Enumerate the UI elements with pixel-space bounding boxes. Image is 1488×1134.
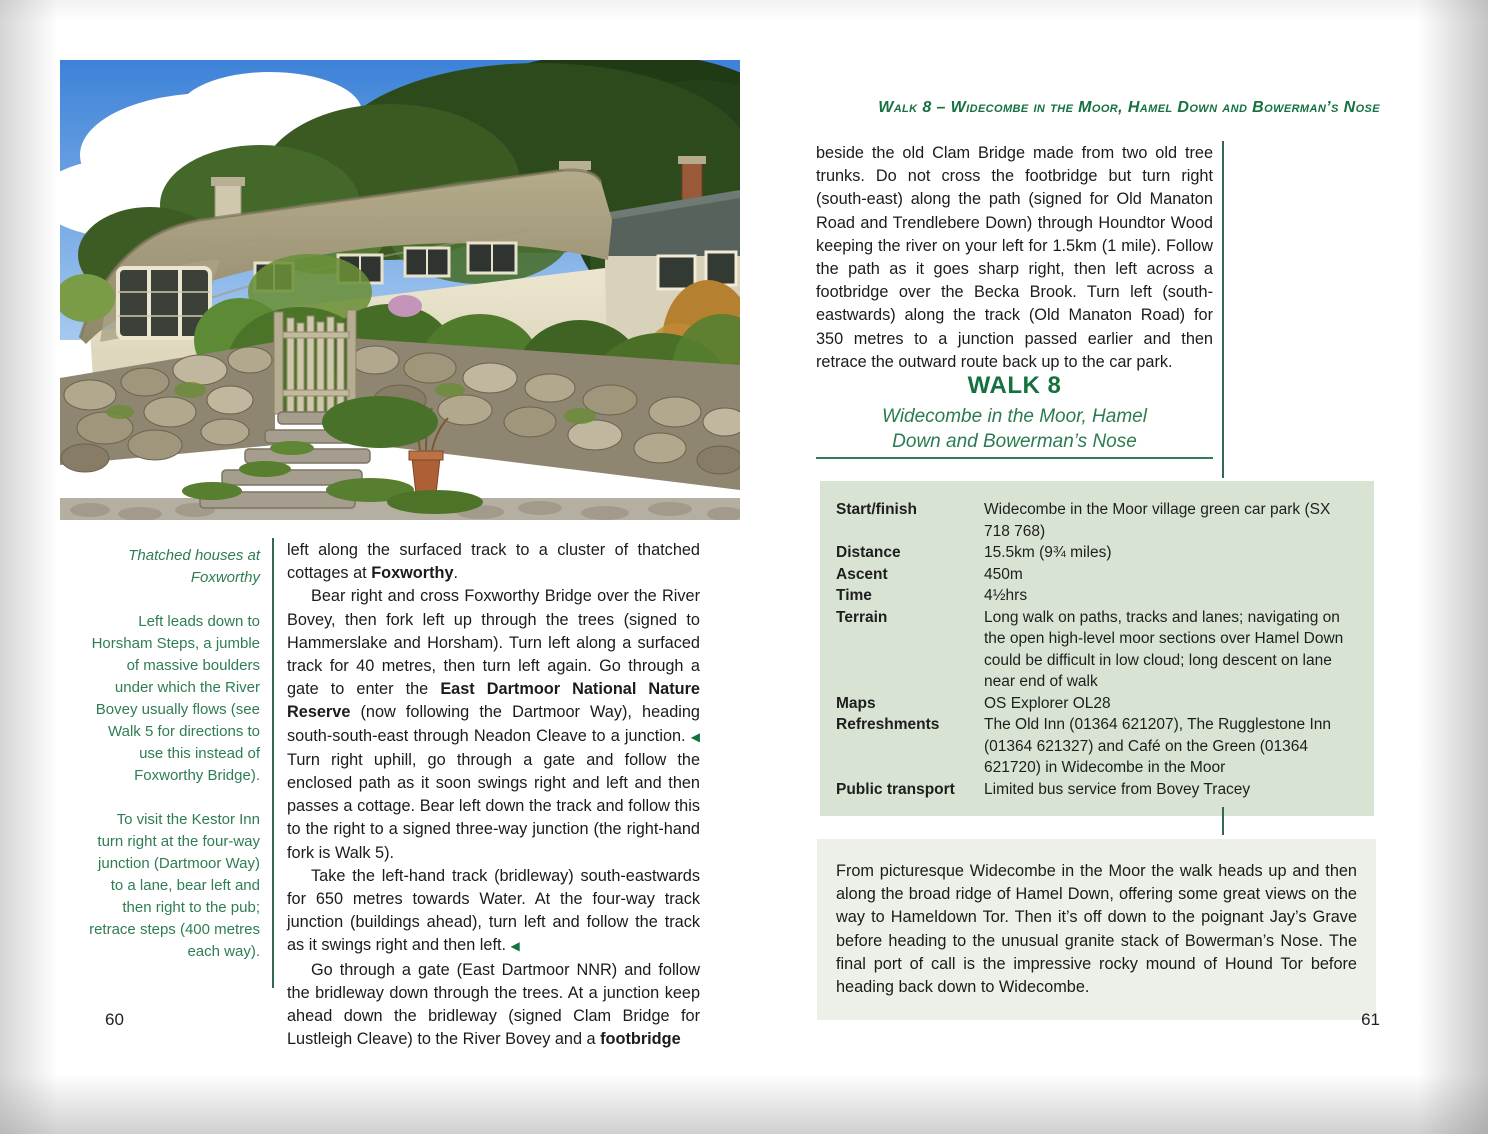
info-row-maps: Maps OS Explorer OL28 bbox=[836, 694, 1111, 712]
info-row-ascent: Ascent 450m bbox=[836, 565, 1023, 583]
sidebar-note-kestor-inn: To visit the Kestor Inn turn right at the four-way junction (Dartmoor Way) to a lane, bear left and then right to the pub; retrace steps (400 metres each way). bbox=[89, 811, 260, 960]
left-column-divider bbox=[272, 538, 274, 988]
walk-subtitle bbox=[816, 404, 1213, 454]
right-column-divider bbox=[1222, 141, 1224, 478]
walk-summary: From picturesque Widecombe in the Moor the walk heads up and then along the broad ridge of Hamel Down, offering some great views on the way to Hameldown Tor. Then it’s off down to the poignant Jay’s Grave before heading to the unusual granite stack of Bowerman’s Nose. The final port of call is the impressive rocky mound of Hound Tor before heading back down to Widecombe. bbox=[817, 839, 1376, 1020]
info-row-terrain: Terrain Long walk on paths, tracks and lanes; navigating on the open high-level moor sections over Hamel Down could be difficult in low cloud; long descent on lane near end of walk bbox=[836, 608, 1344, 690]
sidebar-note-horsham-steps: Left leads down to Horsham Steps, a jumble of massive boulders under which the River Bovey usually flows (see Walk 5 for directions to use this instead of Foxworthy Bridge). bbox=[91, 613, 260, 784]
left-page-body-text bbox=[287, 539, 700, 1051]
table-summary-divider bbox=[1222, 807, 1224, 835]
walk-subtitle-line2: Down and Bowerman’s Nose bbox=[892, 431, 1137, 452]
paragraph: Bear right and cross Foxworthy Bridge over the River Bovey, then fork left up through the trees (signed to Hammerslake and Horsham). Turn left along a surfaced track for 40 metres, then turn left again. Go through a gate to enter the East Dartmoor National Nature Reserve (now following the Dartmoor Way), heading south-south-east through Neadon Cleave to a junction. ◀ Turn right uphill, go through a gate and follow the enclosed path as it soon swings right and left and then passes a cottage. Bear left down the track and follow this to the right to a signed three-way junction (the right-hand fork is Walk 5). bbox=[287, 587, 700, 862]
info-row-refreshments: Refreshments The Old Inn (01364 621207), The Rugglestone Inn (01364 621327) and Café on the Green (01364 621720) in Widecombe in the Moor bbox=[836, 716, 1331, 776]
right-page-body-text: beside the old Clam Bridge made from two old tree trunks. Do not cross the footbridge but turn right (south-east) along the path (signed for Old Manaton Road and Trendlebere Down) through Houndtor Wood keeping the river on your left for 1.5km (1 mile). Follow the path as it goes sharp right, then left across a footbridge over the Becka Brook. Turn left (south-eastwards) along the track (Old Manaton Road) for 350 metres to a junction passed earlier and then retrace the outward route back up to the car park. bbox=[816, 144, 1213, 371]
info-row-distance: Distance 15.5km (9¾ miles) bbox=[836, 544, 1112, 561]
photo-caption-sidebar bbox=[88, 545, 260, 963]
info-row-time: Time 4½hrs bbox=[836, 587, 1028, 604]
info-row-start-finish: Start/finish Widecombe in the Moor village green car park (SX 718 768) bbox=[836, 501, 1331, 540]
page-number-right: 61 bbox=[1361, 1010, 1380, 1029]
paragraph: Take the left-hand track (bridleway) south-eastwards for 650 metres towards Water. At the four-way track junction (buildings ahead), turn left and follow the track as it swings right and then left. ◀ bbox=[287, 866, 700, 955]
page-number-left: 60 bbox=[105, 1010, 124, 1029]
running-header: Walk 8 – Widecombe in the Moor, Hamel Down and Bowerman’s Nose bbox=[878, 99, 1380, 116]
subtitle-rule bbox=[816, 457, 1213, 459]
walk-subtitle-line1: Widecombe in the Moor, Hamel bbox=[882, 406, 1147, 427]
walk-title: WALK 8 bbox=[967, 372, 1062, 399]
paragraph: left along the surfaced track to a cluster of thatched cottages at Foxworthy. bbox=[287, 541, 700, 583]
photo-caption: Thatched houses at Foxworthy bbox=[128, 547, 260, 586]
walk-info-table bbox=[820, 481, 1374, 816]
cottage-photo bbox=[60, 60, 740, 520]
paragraph: Go through a gate (East Dartmoor NNR) and follow the bridleway down through the trees. At a junction keep ahead down the bridleway (signed Clam Bridge for Lustleigh Cleave) to the River Bovey and a footbridge bbox=[287, 960, 700, 1049]
info-row-public-transport: Public transport Limited bus service from Bovey Tracey bbox=[836, 780, 1251, 798]
